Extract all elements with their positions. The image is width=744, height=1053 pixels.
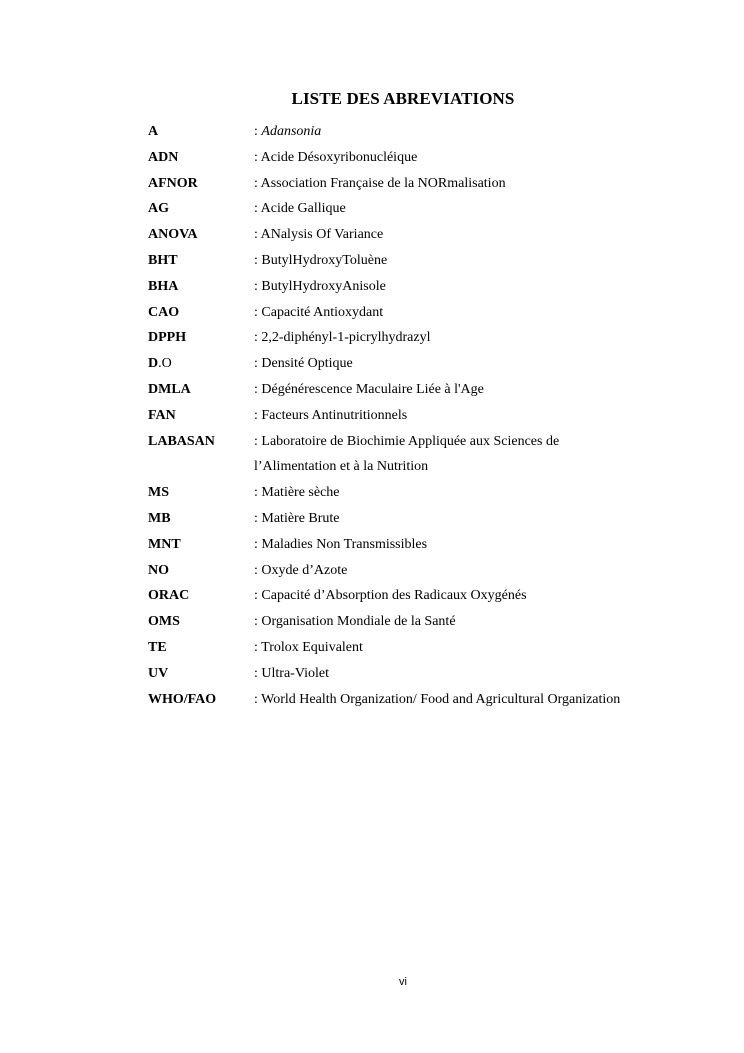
abbreviation-term: MS [148,485,169,501]
abbreviation-term: UV [148,665,169,681]
definition-prefix: : [254,124,262,139]
abbreviation-row [148,532,708,558]
abbreviation-row [148,325,708,351]
page-number: vi [399,976,407,988]
abbreviation-definition: : Ultra-Violet [254,665,329,681]
abbreviation-row [148,687,708,713]
abbreviation-term: ANOVA [148,227,198,243]
abbreviation-row [148,609,708,635]
abbreviation-row [148,222,708,248]
abbreviation-term: DPPH [148,330,187,346]
abbreviation-definition: : Matière Brute [254,510,340,526]
abbreviation-definition: : Trolox Equivalent [254,639,363,655]
abbreviation-definition: : Facteurs Antinutritionnels [254,407,408,423]
abbreviation-row [148,661,708,687]
abbreviation-row [148,274,708,300]
abbreviation-row [148,480,708,506]
abbreviation-definition: : Densité Optique [254,356,353,372]
abbreviation-definition: : Matière sèche [254,485,340,501]
abbreviation-term: TE [148,639,167,655]
abbreviation-definition: : ButylHydroxyToluène [254,252,388,268]
abbreviation-row [148,145,708,171]
abbreviation-definition: : Capacité d’Absorption des Radicaux Oxygénés [254,588,527,604]
abbreviation-definition: : Oxyde d’Azote [254,562,348,578]
abbreviation-term [148,351,254,377]
abbreviation-term: FAN [148,407,176,423]
abbreviation-row [148,377,708,403]
abbreviation-term: MNT [148,536,181,552]
abbreviation-row [148,635,708,661]
abbreviation-term: BHT [148,252,178,268]
abbreviation-definition: : Organisation Mondiale de la Santé [254,614,456,630]
abbreviation-term: LABASAN [148,433,215,449]
abbreviation-definition: : Association Française de la NORmalisation [254,175,506,191]
abbreviation-list [148,119,708,712]
abbreviation-definition [254,119,321,145]
abbreviation-term: BHA [148,278,179,294]
definition-italic: Adansonia [261,124,322,139]
abbreviation-row [148,171,708,197]
abbreviation-definition: l’Alimentation et à la Nutrition [254,459,429,475]
abbreviation-row [148,429,708,455]
abbreviation-row [148,506,708,532]
abbreviation-row [148,248,708,274]
abbreviation-row [148,558,708,584]
abbreviation-term: CAO [148,304,180,320]
abbreviation-definition: : ButylHydroxyAnisole [254,278,386,294]
abbreviation-term: AG [148,201,169,217]
abbreviation-definition: : Maladies Non Transmissibles [254,536,428,552]
abbreviation-term: ORAC [148,588,190,604]
abbreviation-row [148,119,708,145]
abbreviation-row-continuation [148,454,708,480]
abbreviation-row [148,403,708,429]
abbreviation-term: NO [148,562,169,578]
abbreviation-row [148,300,708,326]
abbreviation-term-rest: .O [158,356,172,372]
abbreviation-definition: : ANalysis Of Variance [254,227,384,243]
abbreviation-definition: : Dégénérescence Maculaire Liée à l'Age [254,381,484,397]
abbreviation-definition: : Acide Désoxyribonucléique [254,149,418,165]
abbreviation-term: A [148,124,159,139]
abbreviation-definition: : Acide Gallique [254,201,346,217]
abbreviation-term-bold: D [148,356,159,372]
page-title: LISTE DES ABREVIATIONS [291,89,515,108]
abbreviation-term: MB [148,510,171,526]
abbreviation-term: DMLA [148,381,191,397]
abbreviation-row [148,583,708,609]
abbreviation-definition: : World Health Organization/ Food and Agricultural Organization [254,691,621,707]
abbreviation-row [148,196,708,222]
abbreviation-term: WHO/FAO [148,691,217,707]
abbreviation-row [148,351,708,377]
abbreviation-term: ADN [148,149,179,165]
abbreviation-definition: : Laboratoire de Biochimie Appliquée aux Sciences de [254,433,560,449]
abbreviation-term [148,454,254,480]
abbreviation-term: AFNOR [148,175,198,191]
abbreviation-definition: : 2,2-diphényl-1-picrylhydrazyl [254,330,431,346]
abbreviation-definition: : Capacité Antioxydant [254,304,384,320]
abbreviation-term: OMS [148,614,180,630]
